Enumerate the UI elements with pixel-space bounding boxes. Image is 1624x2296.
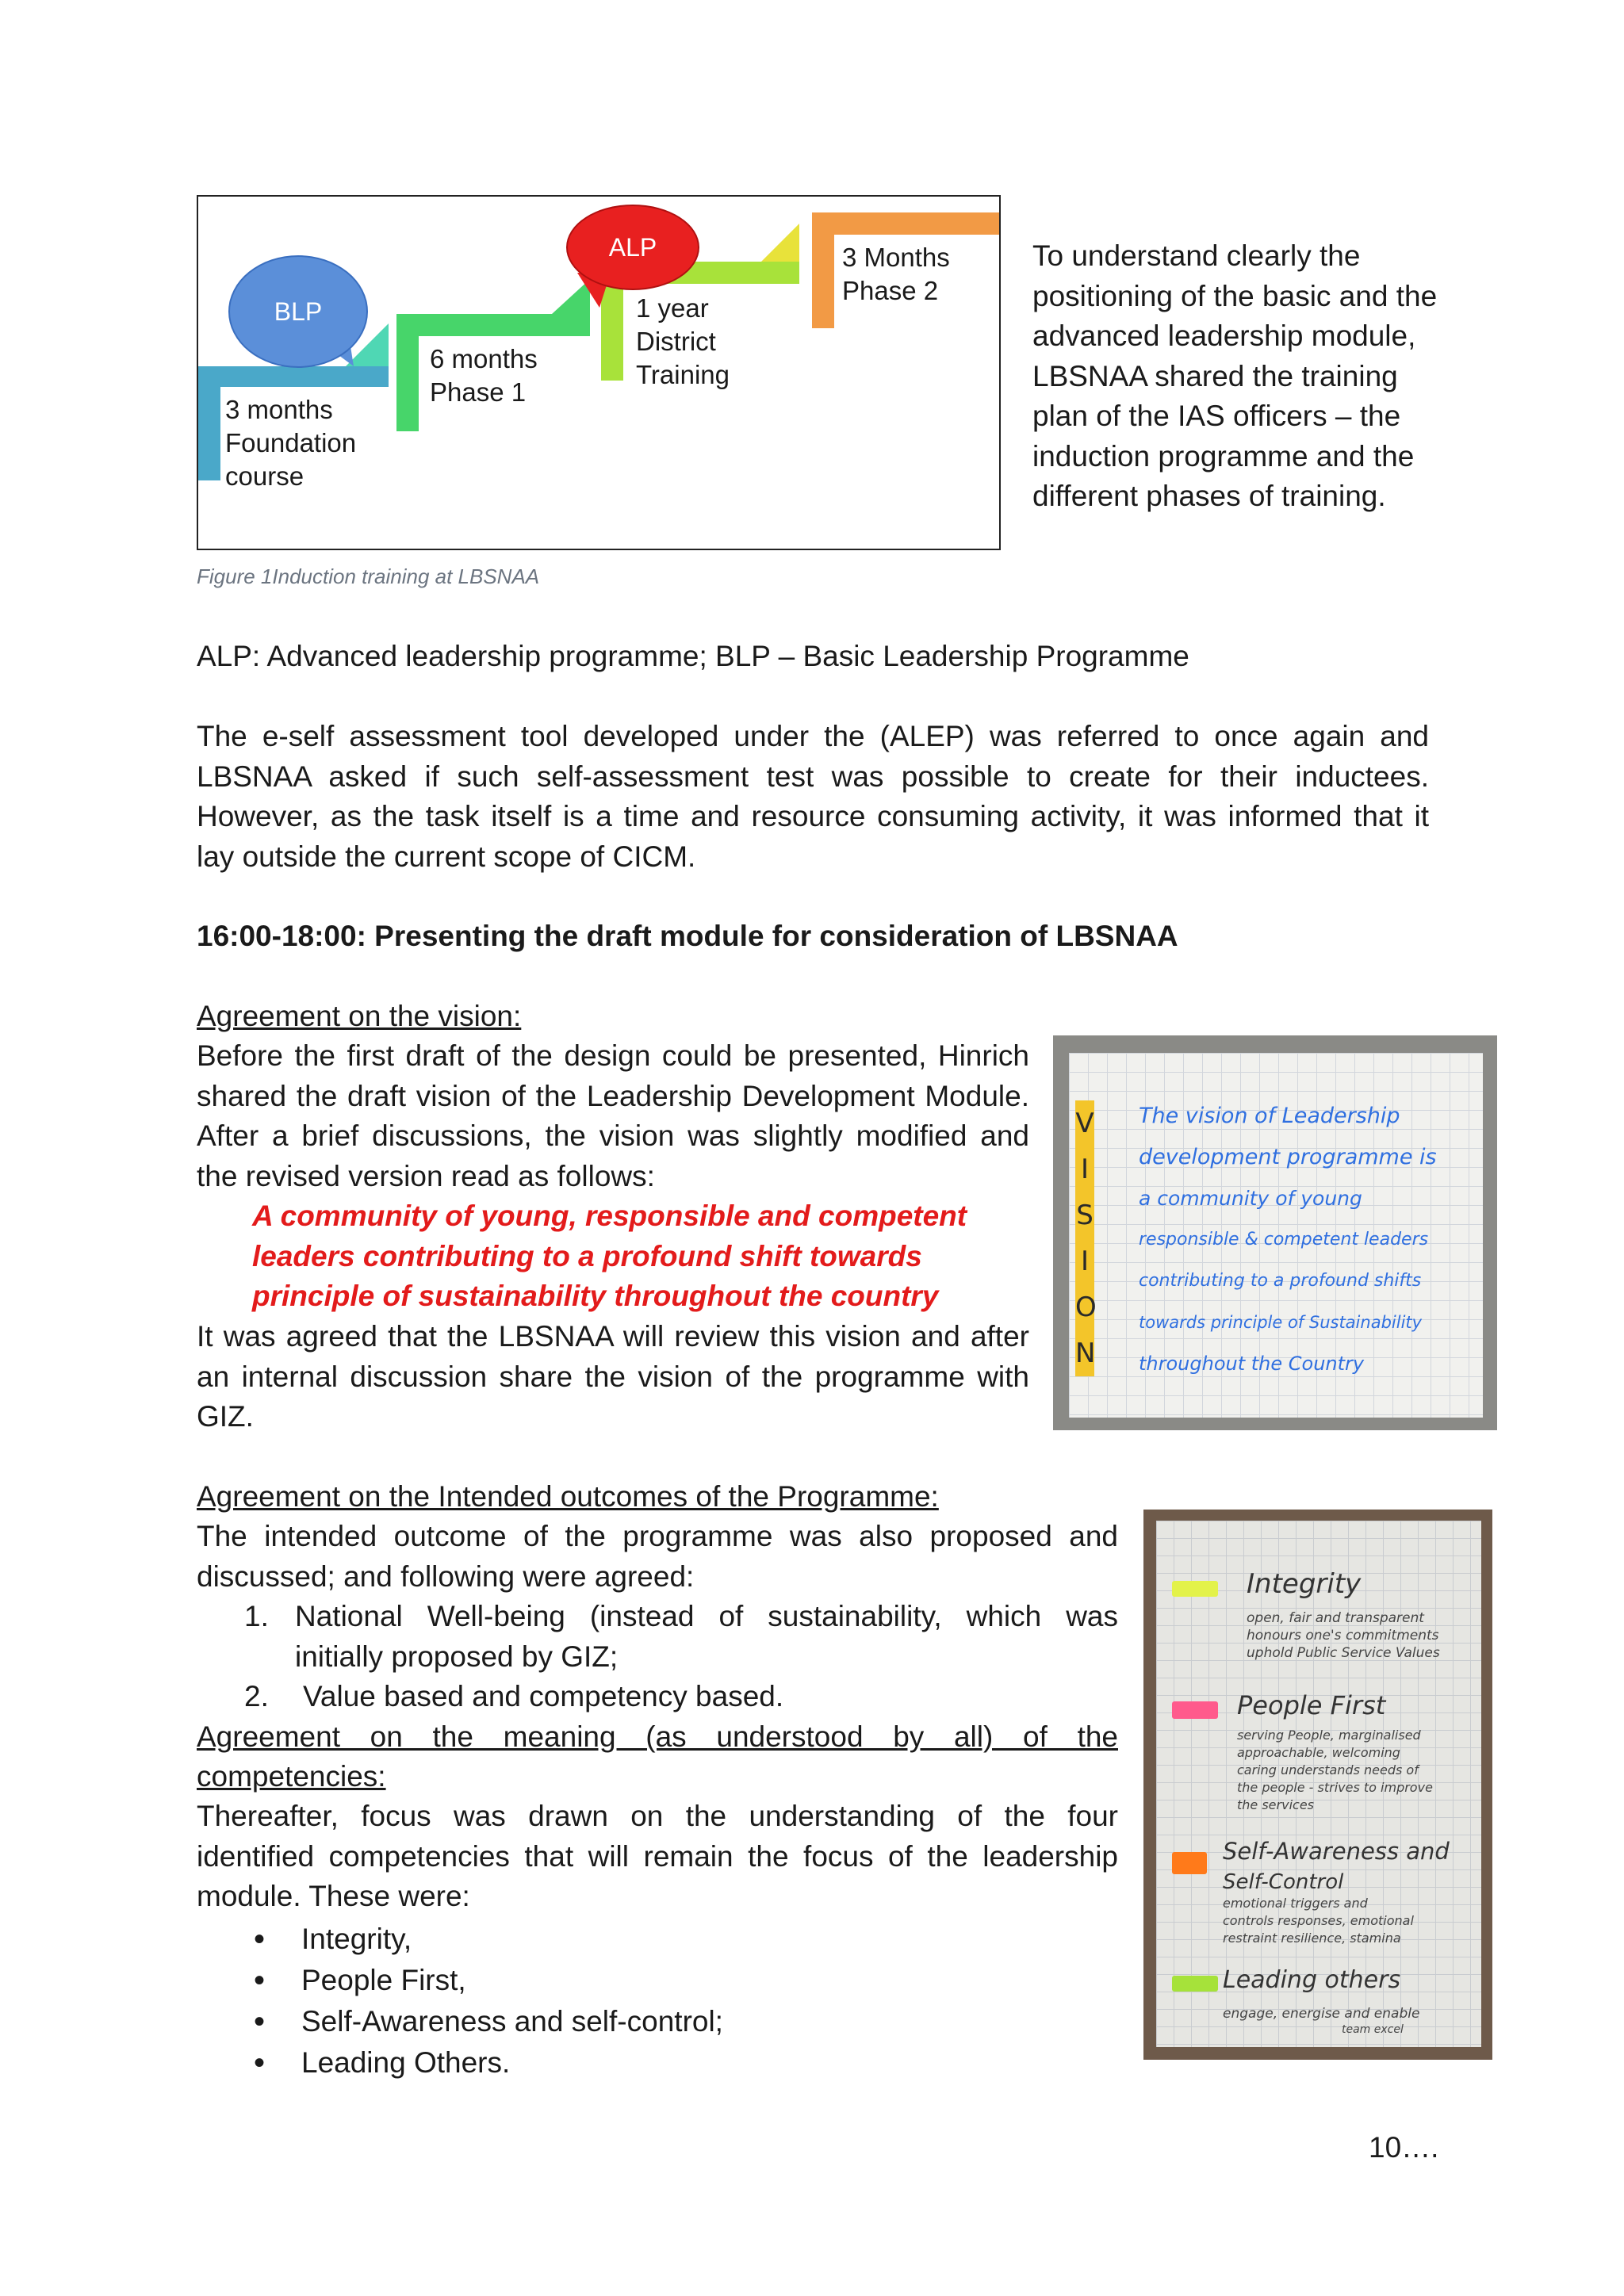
- side-letter: V: [1075, 1108, 1094, 1139]
- card-line: emotional triggers and: [1223, 1896, 1368, 1911]
- card-line: open, fair and transparent: [1247, 1610, 1424, 1626]
- card-title: Leading others: [1223, 1966, 1401, 1994]
- competencies-intro-line: Thereafter, focus was drawn on the understanding of the four: [197, 1800, 1118, 1832]
- card-lines: [1237, 1727, 1433, 1814]
- outcomes-intro-line: discussed; and following were agreed:: [197, 1559, 695, 1593]
- card-line: the services: [1237, 1797, 1314, 1812]
- outcome-line: Value based and competency based.: [303, 1680, 784, 1712]
- outcome-item-1: [244, 1597, 1118, 1677]
- card-line: approachable, welcoming: [1237, 1745, 1400, 1760]
- competency-item: • Integrity,: [301, 1919, 723, 1960]
- competency-item: • People First,: [301, 1960, 723, 2001]
- vision-after-line: It was agreed that the LBSNAA will review this vision and after: [197, 1320, 1029, 1353]
- page-number: 10….: [1369, 2131, 1439, 2164]
- competencies-flipchart-photo: [1143, 1510, 1492, 2060]
- side-letter: I: [1080, 1154, 1090, 1185]
- vision-after-paragraph: [197, 1317, 1029, 1437]
- card-title: Self-Awareness and: [1223, 1838, 1450, 1865]
- flipchart-paper: [1069, 1053, 1483, 1418]
- tool-line: The e-self assessment tool developed under the (ALEP) was referred to once again and: [197, 720, 1429, 752]
- card-line: restraint resilience, stamina: [1223, 1931, 1401, 1946]
- step-4-label: 3 Months Phase 2: [842, 243, 950, 305]
- outcomes-heading: Agreement on the Intended outcomes of the Programme:: [197, 1480, 939, 1513]
- card-line: caring understands needs of: [1237, 1762, 1419, 1777]
- vision-hand-line: towards principle of Sustainability: [1139, 1313, 1423, 1332]
- card-title: Integrity: [1247, 1568, 1362, 1600]
- vision-line: After a brief discussions, the vision was slightly modified and: [197, 1119, 1029, 1152]
- card-line: honours one's commitments: [1247, 1628, 1439, 1644]
- vision-side-letters: [1075, 1100, 1097, 1376]
- alp-bubble: ALP: [566, 205, 699, 290]
- vision-quote-line: A community of young, responsible and competent: [252, 1200, 967, 1232]
- tool-paragraph: [197, 717, 1429, 877]
- outcome-item-2: [244, 1677, 1118, 1717]
- side-letter: O: [1075, 1292, 1097, 1323]
- vision-hand-line: responsible & competent leaders: [1139, 1230, 1429, 1249]
- vision-quote: [252, 1196, 967, 1317]
- vision-handwriting: [1139, 1096, 1480, 1384]
- tool-line: However, as the task itself is a time and resource consuming activity, it was informed that it: [197, 800, 1429, 832]
- outcome-line: National Well-being (instead of sustainability, which was: [295, 1600, 1118, 1632]
- outcomes-intro: [197, 1517, 1118, 1597]
- blp-bubble: BLP: [228, 255, 368, 368]
- card-line: uphold Public Service Values: [1247, 1645, 1440, 1661]
- side-letter: I: [1080, 1246, 1090, 1277]
- tool-line: LBSNAA asked if such self-assessment test was possible to create for their inductees.: [197, 760, 1429, 793]
- vision-after-line: an internal discussion share the vision of the programme with: [197, 1360, 1029, 1393]
- session-heading: 16:00-18:00: Presenting the draft module for consideration of LBSNAA: [197, 920, 1178, 952]
- vision-hand-line: development programme is: [1139, 1145, 1437, 1169]
- competencies-intro-line: identified competencies that will remain the focus of the leadership: [197, 1839, 1118, 1873]
- side-letter: S: [1076, 1200, 1094, 1231]
- vision-after-line: GIZ.: [197, 1400, 254, 1433]
- card-line: the people - strives to improve: [1237, 1780, 1433, 1795]
- card-line: serving People, marginalised: [1237, 1728, 1421, 1743]
- vision-line: Before the first draft of the design could be presented, Hinrich: [197, 1039, 1029, 1072]
- vision-hand-line: throughout the Country: [1139, 1353, 1365, 1375]
- card-line: engage, energise and enable: [1223, 2006, 1420, 2022]
- competencies-intro: [197, 1797, 1118, 1917]
- card-line: controls responses, emotional: [1223, 1913, 1414, 1928]
- card-line: team excel: [1342, 2023, 1404, 2036]
- sticky-note: [1172, 1701, 1218, 1719]
- flipchart-paper: [1156, 1521, 1481, 2047]
- vision-line: the revised version read as follows:: [197, 1159, 655, 1192]
- card-line: Self-Control: [1223, 1870, 1344, 1894]
- vision-hand-line: The vision of Leadership: [1139, 1104, 1400, 1128]
- sticky-note: [1172, 1581, 1218, 1597]
- step-3-arrow: [761, 224, 799, 262]
- outcome-number: 1.: [244, 1600, 269, 1632]
- vision-quote-line: leaders contributing to a profound shift towards: [252, 1239, 922, 1272]
- card-lines: [1223, 1869, 1414, 1947]
- competency-item: • Leading Others.: [301, 2042, 723, 2084]
- step-2-arrow: [552, 279, 590, 314]
- figure-frame: [197, 195, 1001, 550]
- outcome-number: 2.: [244, 1680, 269, 1712]
- vision-flipchart-photo: [1053, 1035, 1497, 1430]
- side-letter: N: [1075, 1337, 1096, 1369]
- card-lines: [1247, 1609, 1440, 1662]
- sticky-note: [1172, 1852, 1207, 1874]
- competency-item: • Self-Awareness and self-control;: [301, 2001, 723, 2042]
- competencies-heading-cont: competencies:: [197, 1760, 386, 1793]
- vision-hand-line: contributing to a profound shifts: [1139, 1271, 1422, 1291]
- vision-heading: Agreement on the vision:: [197, 1000, 522, 1032]
- competencies-intro-line: module. These were:: [197, 1880, 470, 1912]
- vision-hand-line: a community of young: [1139, 1187, 1362, 1210]
- step-3-label: 1 year District Training: [636, 293, 730, 389]
- figure-side-text: To understand clearly the positioning of the basic and the advanced leadership module, LBSNAA shared the training plan of the IAS officers – the induction programme and the different phases of training.: [1032, 239, 1438, 512]
- step-2-label: 6 months Phase 1: [430, 344, 538, 407]
- card-lines: [1223, 2006, 1419, 2038]
- abbreviations-line: ALP: Advanced leadership programme; BLP – Basic Leadership Programme: [197, 640, 1189, 672]
- outcome-line: initially proposed by GIZ;: [295, 1640, 619, 1673]
- vision-quote-line: principle of sustainability throughout the country: [252, 1280, 939, 1312]
- card-title: People First: [1237, 1690, 1386, 1720]
- competencies-heading: Agreement on the meaning (as understood by all) of the: [197, 1720, 1118, 1753]
- sticky-note: [1172, 1976, 1218, 1992]
- tool-line: lay outside the current scope of CICM.: [197, 840, 696, 873]
- figure-caption: Figure 1Induction training at LBSNAA: [197, 564, 540, 588]
- vision-paragraph: [197, 1036, 1029, 1196]
- vision-line: shared the draft vision of the Leadership Development Module.: [197, 1079, 1029, 1112]
- competencies-list: [301, 1919, 723, 2084]
- outcomes-intro-line: The intended outcome of the programme was also proposed and: [197, 1520, 1118, 1552]
- step-1-label: 3 months Foundation course: [225, 395, 357, 491]
